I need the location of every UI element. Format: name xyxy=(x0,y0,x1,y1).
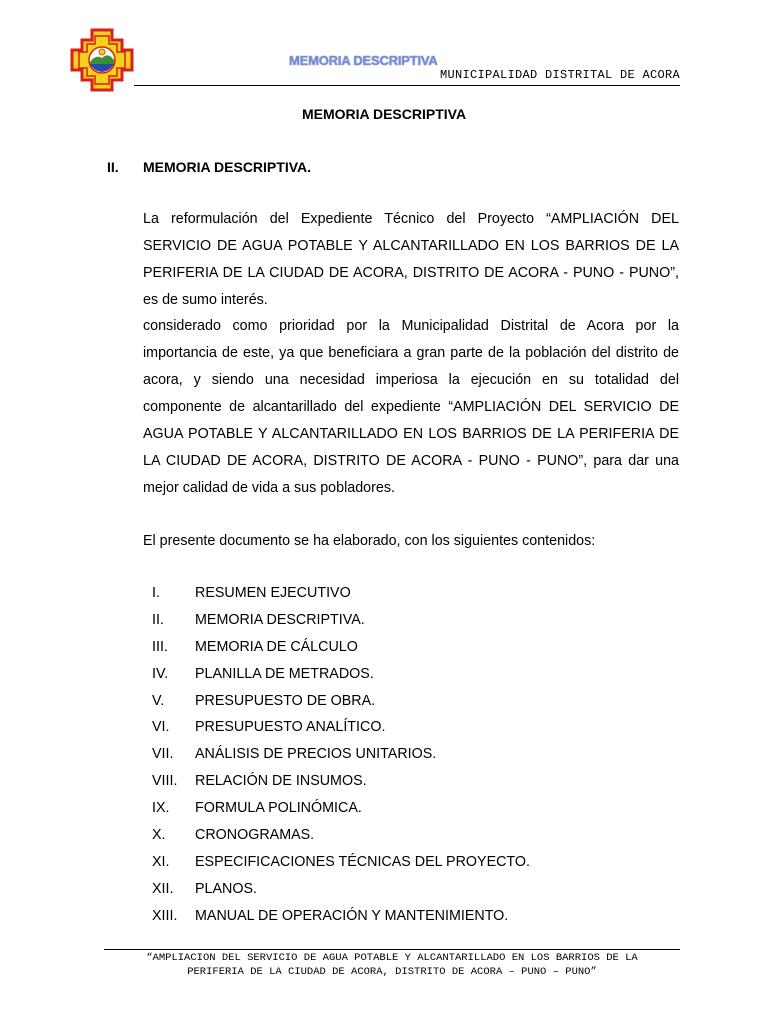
footer-divider xyxy=(104,949,680,950)
paragraph-contents-intro: El presente documento se ha elaborado, con los siguientes contenidos: xyxy=(143,533,596,549)
list-item-number: XII. xyxy=(152,880,174,897)
list-item-number: VI. xyxy=(152,719,170,736)
header-subtitle: MUNICIPALIDAD DISTRITAL DE ACORA xyxy=(439,68,680,82)
list-item-number: VII. xyxy=(152,746,174,763)
list-item-label: PLANOS. xyxy=(195,880,257,897)
municipal-logo xyxy=(70,28,134,92)
list-item xyxy=(152,822,530,849)
list-item xyxy=(152,768,530,795)
paragraph-priority: considerado como prioridad por la Municipalidad Distrital de Acora por la importancia de este, ya que beneficiara a gran parte de la población del distrito de acora, y siendo una necesidad imperiosa la ejecución en su totalidad del componente de alcantarillado del expediente “AMPLIACIÓN DEL SERVICIO DE AGUA POTABLE Y ALCANTARILLADO EN LOS BARRIOS DE LA PERIFERIA DE LA CIUDAD DE ACORA, DISTRITO DE ACORA - PUNO - PUNO”, para dar una mejor calidad de vida a sus pobladores. xyxy=(143,318,679,496)
list-item-label: ESPECIFICACIONES TÉCNICAS DEL PROYECTO. xyxy=(195,853,530,870)
list-item xyxy=(152,876,530,903)
list-item-number: IX. xyxy=(152,800,170,817)
list-item-number: XIII. xyxy=(152,907,178,924)
list-item-label: CRONOGRAMAS. xyxy=(195,827,315,844)
list-item xyxy=(152,849,530,876)
paragraph-intro: La reformulación del Expediente Técnico del Proyecto “AMPLIACIÓN DEL SERVICIO DE AGUA POTABLE Y ALCANTARILLADO EN LOS BARRIOS DE LA PERIFERIA DE LA CIUDAD DE ACORA, DISTRITO DE ACORA - PUNO - PUNO”, es de sumo interés. xyxy=(143,211,679,308)
list-item xyxy=(152,741,530,768)
list-item xyxy=(152,580,530,607)
list-item xyxy=(152,607,530,634)
list-item-label: FORMULA POLINÓMICA. xyxy=(195,800,362,817)
document-title: MEMORIA DESCRIPTIVA xyxy=(301,106,467,122)
list-item xyxy=(152,661,530,688)
section-title: MEMORIA DESCRIPTIVA. xyxy=(143,159,312,175)
list-item-label: RESUMEN EJECUTIVO xyxy=(195,585,351,601)
contents-list xyxy=(152,580,530,930)
list-item-label: MEMORIA DESCRIPTIVA. xyxy=(195,611,365,628)
header-divider xyxy=(134,85,680,86)
list-item-number: I. xyxy=(152,585,160,601)
list-item-number: II. xyxy=(152,611,164,628)
footer-line-1: “AMPLIACION DEL SERVICIO DE AGUA POTABLE Y ALCANTARILLADO EN LOS BARRIOS DE LA xyxy=(146,952,638,964)
list-item xyxy=(152,903,530,930)
list-item xyxy=(152,714,530,741)
section-number: II. xyxy=(107,159,119,175)
list-item-label: ANÁLISIS DE PRECIOS UNITARIOS. xyxy=(195,746,437,763)
list-item-label: MANUAL DE OPERACIÓN Y MANTENIMIENTO. xyxy=(195,907,509,924)
footer xyxy=(104,951,680,979)
list-item xyxy=(152,795,530,822)
list-item-number: VIII. xyxy=(152,773,178,790)
list-item-label: PRESUPUESTO ANALÍTICO. xyxy=(195,719,386,736)
list-item-number: III. xyxy=(152,638,168,655)
header-title: MEMORIA DESCRIPTIVA xyxy=(289,53,438,68)
list-item-number: X. xyxy=(152,827,166,844)
list-item xyxy=(152,634,530,661)
list-item-number: XI. xyxy=(152,853,170,870)
list-item-number: V. xyxy=(152,692,165,709)
list-item-label: PLANILLA DE METRADOS. xyxy=(195,665,374,682)
list-item-number: IV. xyxy=(152,665,169,682)
list-item-label: MEMORIA DE CÁLCULO xyxy=(195,638,358,655)
list-item-label: RELACIÓN DE INSUMOS. xyxy=(195,773,367,790)
footer-line-2: PERIFERIA DE LA CIUDAD DE ACORA, DISTRITO DE ACORA – PUNO – PUNO” xyxy=(187,966,597,978)
list-item-label: PRESUPUESTO DE OBRA. xyxy=(195,692,376,709)
list-item xyxy=(152,688,530,715)
